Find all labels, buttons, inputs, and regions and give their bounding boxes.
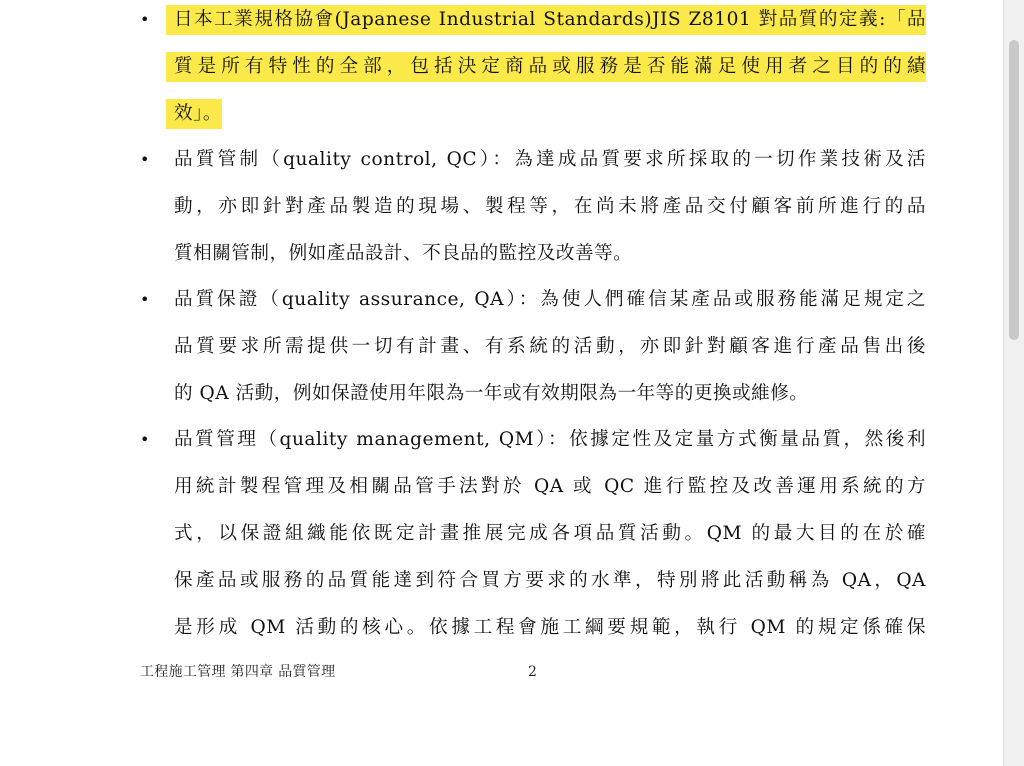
paragraph-line: 品質保證（quality assurance, QA）：為使人們確信某產品或服務能滿足規定之 xyxy=(174,289,926,310)
paragraph-line: 用統計製程管理及相關品管手法對於 QA 或 QC 進行監控及改善運用系統的方 xyxy=(174,476,926,497)
paragraph-line: 質是所有特性的全部，包括決定商品或服務是否能滿足使用者之目的的績 xyxy=(174,56,926,77)
paragraph-line: 是形成 QM 活動的核心。依據工程會施工綱要規範，執行 QM 的規定係確保 xyxy=(174,617,926,638)
paragraph-line: 式，以保證組織能依既定計畫推展完成各項品質活動。QM 的最大目的在於確 xyxy=(174,523,926,544)
scrollbar-thumb[interactable] xyxy=(1009,40,1019,340)
footer-chapter-title: 工程施工管理 第四章 品質管理 xyxy=(140,664,336,680)
bullet-2: • xyxy=(140,150,150,169)
bullet-4: • xyxy=(140,430,150,449)
paragraph-line: 動，亦即針對產品製造的現場、製程等，在尚未將產品交付顧客前所進行的品 xyxy=(174,196,926,217)
paragraph-line: 保產品或服務的品質能達到符合買方要求的水準，特別將此活動稱為 QA，QA xyxy=(174,570,926,591)
paragraph-line: 效」。 xyxy=(174,103,222,124)
footer-page-number: 2 xyxy=(528,664,537,680)
bullet-1: • xyxy=(140,10,150,29)
bullet-3: • xyxy=(140,290,150,309)
paragraph-line: 質相關管制，例如產品設計、不良品的監控及改善等。 xyxy=(174,243,633,264)
vertical-scrollbar[interactable] xyxy=(1003,0,1024,766)
paragraph-line: 的 QA 活動，例如保證使用年限為一年或有效期限為一年等的更換或維修。 xyxy=(174,383,809,404)
paragraph-line: 品質管理（quality management, QM）：依據定性及定量方式衡量品質，然後利 xyxy=(174,429,926,450)
paragraph-line: 品質管制（quality control, QC）：為達成品質要求所採取的一切作業技術及活 xyxy=(174,149,926,170)
paragraph-line: 日本工業規格協會(Japanese Industrial Standards)JIS Z8101 對品質的定義:「品 xyxy=(174,9,926,30)
paragraph-line: 品質要求所需提供一切有計畫、有系統的活動，亦即針對顧客進行產品售出後 xyxy=(174,336,926,357)
